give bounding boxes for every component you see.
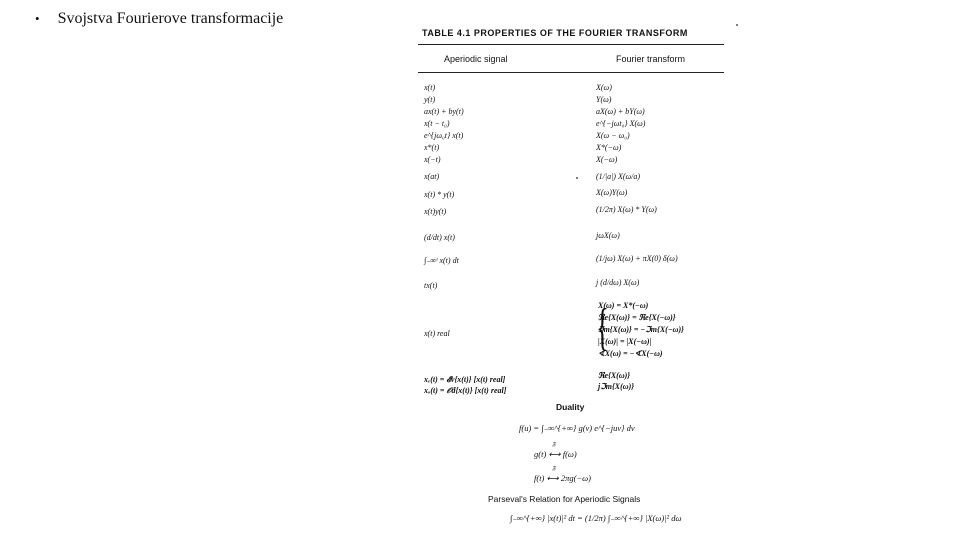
row-signal: x(t)y(t) xyxy=(424,207,447,216)
parseval-title: Parseval's Relation for Aperiodic Signals xyxy=(488,494,641,504)
row-signal: x*(t) xyxy=(424,143,440,152)
row-signal: y(t) xyxy=(424,95,436,104)
header-fourier-transform: Fourier transform xyxy=(616,54,686,64)
scan-speck xyxy=(576,177,578,179)
real-property: ℑm{X(ω)} = −ℑm{X(−ω)} xyxy=(598,325,684,334)
row-signal: x(−t) xyxy=(424,155,441,164)
duality-formula: f(u) = ∫₋∞^{+∞} g(v) e^{−juv} dv xyxy=(519,423,635,433)
duality-title: Duality xyxy=(556,402,585,412)
scan-speck xyxy=(736,24,738,26)
slide-bullet-item xyxy=(35,10,283,28)
table-title: TABLE 4.1 PROPERTIES OF THE FOURIER TRANSFORM xyxy=(422,28,688,38)
row-transform: j (d/dω) X(ω) xyxy=(596,278,640,287)
even-part-transform: ℜe{X(ω)} xyxy=(598,371,631,380)
bullet-icon: • xyxy=(35,11,40,26)
row-signal: x(t − t₀) xyxy=(424,119,450,128)
brace-symbol: { xyxy=(596,299,609,356)
fourier-properties-table-image xyxy=(414,20,744,538)
row-signal: tx(t) xyxy=(424,281,438,290)
real-property: ∢X(ω) = −∢X(−ω) xyxy=(598,349,663,358)
row-transform: (1/2π) X(ω) * Y(ω) xyxy=(596,205,657,214)
real-property: X(ω) = X*(−ω) xyxy=(598,301,649,310)
fourier-arrow-label: 𝔉 xyxy=(552,466,556,472)
odd-part-signal: xₒ(t) = 𝒪d{x(t)} [x(t) real] xyxy=(424,386,507,395)
row-transform: X*(−ω) xyxy=(596,143,622,152)
header-aperiodic-signal: Aperiodic signal xyxy=(444,54,508,64)
even-part-signal: xₑ(t) = 𝓔v{x(t)} [x(t) real] xyxy=(424,375,506,384)
row-signal: ∫₋∞ᵗ x(t) dt xyxy=(424,256,459,265)
real-property: |X(ω)| = |X(−ω)| xyxy=(598,337,652,346)
row-signal: x(t) xyxy=(424,83,436,92)
row-signal: ax(t) + by(t) xyxy=(424,107,464,116)
row-transform: (1/|a|) X(ω/a) xyxy=(596,172,641,181)
duality-pair: g(t) ⟷ f(ω) xyxy=(534,449,577,459)
row-transform: aX(ω) + bY(ω) xyxy=(596,107,645,116)
row-signal: x(t) * y(t) xyxy=(424,190,455,199)
header-rule xyxy=(418,72,724,73)
parseval-formula: ∫₋∞^{+∞} |x(t)|² dt = (1/2π) ∫₋∞^{+∞} |X(ω)|² dω xyxy=(510,513,682,523)
real-property: ℜe{X(ω)} = ℜe{X(−ω)} xyxy=(598,313,676,322)
row-transform: Y(ω) xyxy=(596,95,612,104)
top-rule xyxy=(418,44,724,45)
row-transform: X(−ω) xyxy=(596,155,618,164)
fourier-arrow-label: 𝔉 xyxy=(552,442,556,448)
row-transform: (1/jω) X(ω) + πX(0) δ(ω) xyxy=(596,254,678,263)
row-transform: X(ω)Y(ω) xyxy=(596,188,628,197)
duality-pair: f(t) ⟷ 2πg(−ω) xyxy=(534,473,591,483)
row-transform: e^{−jωt₀} X(ω) xyxy=(596,119,646,128)
row-transform: X(ω − ω₀) xyxy=(596,131,630,140)
row-transform: jωX(ω) xyxy=(596,231,620,240)
row-signal: x(at) xyxy=(424,172,440,181)
row-signal: e^{jω₀t} x(t) xyxy=(424,131,464,140)
real-signal-label: x(t) real xyxy=(424,329,450,338)
slide-title: Svojstva Fourierove transformacije xyxy=(57,10,284,27)
row-transform: X(ω) xyxy=(596,83,612,92)
row-signal: (d/dt) x(t) xyxy=(424,233,455,242)
odd-part-transform: jℑm{X(ω)} xyxy=(598,382,635,391)
